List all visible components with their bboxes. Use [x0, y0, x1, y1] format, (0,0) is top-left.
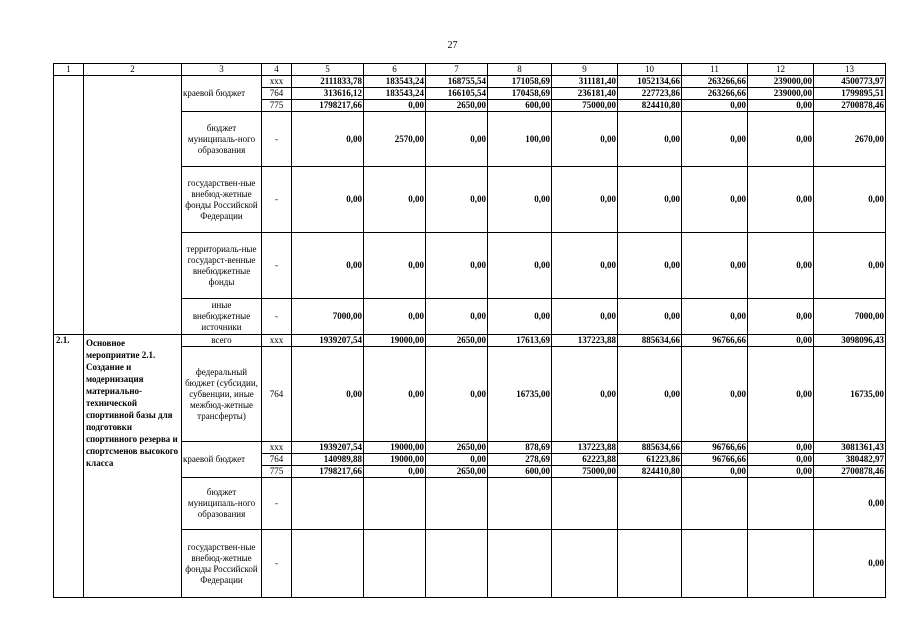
value-cell: 0,00 — [488, 299, 552, 335]
source-cell: государствен-ные внебюд-жетные фонды Российской Федерации — [182, 530, 262, 598]
value-cell: 0,00 — [748, 466, 814, 478]
page-number: 27 — [447, 40, 458, 51]
column-header: 2 — [84, 64, 182, 76]
value-cell — [426, 530, 488, 598]
column-header: 5 — [292, 64, 364, 76]
value-cell: 4500773,97 — [814, 76, 886, 88]
source-cell: всего — [182, 335, 262, 347]
value-cell: 278,69 — [488, 454, 552, 466]
code-cell: - — [262, 233, 292, 299]
value-cell: 0,00 — [814, 233, 886, 299]
column-header: 7 — [426, 64, 488, 76]
source-cell: государствен-ные внебюд-жетные фонды Российской Федерации — [182, 167, 262, 233]
value-cell: 0,00 — [618, 233, 682, 299]
value-cell — [682, 478, 748, 530]
value-cell: 61223,86 — [618, 454, 682, 466]
value-cell: 0,00 — [814, 167, 886, 233]
value-cell: 824410,80 — [618, 100, 682, 112]
event-name-cell: Основное мероприятие 2.1. Создание и модернизация материально-технической спортивной базы для подготовки спортивного резерва и спортсменов высокого класса — [84, 335, 182, 598]
value-cell — [364, 530, 426, 598]
value-cell: 313616,12 — [292, 88, 364, 100]
value-cell: 0,00 — [618, 299, 682, 335]
value-cell — [682, 530, 748, 598]
value-cell — [292, 478, 364, 530]
column-header: 3 — [182, 64, 262, 76]
value-cell: 183543,24 — [364, 76, 426, 88]
value-cell: 0,00 — [618, 112, 682, 167]
value-cell: 0,00 — [748, 299, 814, 335]
value-cell: 0,00 — [426, 347, 488, 442]
value-cell: 600,00 — [488, 466, 552, 478]
value-cell: 19000,00 — [364, 454, 426, 466]
value-cell: 0,00 — [814, 478, 886, 530]
value-cell: 1939207,54 — [292, 442, 364, 454]
value-cell: 311181,40 — [552, 76, 618, 88]
value-cell: 0,00 — [426, 454, 488, 466]
value-cell — [488, 478, 552, 530]
value-cell: 7000,00 — [292, 299, 364, 335]
value-cell: 0,00 — [618, 347, 682, 442]
value-cell — [618, 530, 682, 598]
value-cell: 0,00 — [364, 233, 426, 299]
value-cell — [748, 478, 814, 530]
value-cell: 0,00 — [488, 167, 552, 233]
value-cell — [552, 530, 618, 598]
code-cell: 764 — [262, 88, 292, 100]
value-cell: 0,00 — [748, 100, 814, 112]
value-cell: 0,00 — [748, 335, 814, 347]
value-cell: 885634,66 — [618, 335, 682, 347]
value-cell: 2650,00 — [426, 466, 488, 478]
value-cell: 3081361,43 — [814, 442, 886, 454]
value-cell: 0,00 — [814, 530, 886, 598]
source-cell: бюджет муниципаль-ного образования — [182, 112, 262, 167]
value-cell: 2570,00 — [364, 112, 426, 167]
value-cell: 227723,86 — [618, 88, 682, 100]
value-cell: 17613,69 — [488, 335, 552, 347]
value-cell: 19000,00 — [364, 335, 426, 347]
value-cell: 166105,54 — [426, 88, 488, 100]
value-cell: 0,00 — [426, 299, 488, 335]
source-cell: иные внебюджетные источники — [182, 299, 262, 335]
value-cell: 600,00 — [488, 100, 552, 112]
value-cell: 140989,88 — [292, 454, 364, 466]
value-cell: 170458,69 — [488, 88, 552, 100]
value-cell: 0,00 — [552, 299, 618, 335]
code-cell: ххх — [262, 335, 292, 347]
value-cell: 171058,69 — [488, 76, 552, 88]
value-cell: 0,00 — [748, 347, 814, 442]
code-cell: 764 — [262, 347, 292, 442]
value-cell — [426, 478, 488, 530]
value-cell: 0,00 — [292, 112, 364, 167]
value-cell: 0,00 — [426, 233, 488, 299]
value-cell: 1798217,66 — [292, 100, 364, 112]
value-cell: 2700878,46 — [814, 100, 886, 112]
value-cell: 0,00 — [364, 347, 426, 442]
budget-table — [53, 63, 886, 598]
value-cell: 0,00 — [426, 167, 488, 233]
value-cell: 0,00 — [552, 347, 618, 442]
code-cell: - — [262, 299, 292, 335]
value-cell: 0,00 — [364, 466, 426, 478]
value-cell: 16735,00 — [814, 347, 886, 442]
value-cell: 2650,00 — [426, 335, 488, 347]
value-cell: 0,00 — [748, 112, 814, 167]
value-cell: 168755,54 — [426, 76, 488, 88]
column-header: 11 — [682, 64, 748, 76]
column-header: 4 — [262, 64, 292, 76]
value-cell — [618, 478, 682, 530]
value-cell: 0,00 — [618, 167, 682, 233]
value-cell — [552, 478, 618, 530]
column-header: 13 — [814, 64, 886, 76]
code-cell: - — [262, 112, 292, 167]
column-header: 6 — [364, 64, 426, 76]
value-cell: 0,00 — [748, 442, 814, 454]
code-cell: 764 — [262, 454, 292, 466]
value-cell: 0,00 — [682, 233, 748, 299]
value-cell: 0,00 — [292, 233, 364, 299]
value-cell: 0,00 — [748, 454, 814, 466]
value-cell: 0,00 — [552, 112, 618, 167]
value-cell: 263266,66 — [682, 76, 748, 88]
value-cell: 0,00 — [426, 112, 488, 167]
table-row — [54, 335, 886, 347]
value-cell: 137223,88 — [552, 335, 618, 347]
value-cell: 878,69 — [488, 442, 552, 454]
value-cell: 0,00 — [364, 299, 426, 335]
value-cell: 1052134,66 — [618, 76, 682, 88]
source-cell: федеральный бюджет (субсидии, субвенции, иные межбюд-жетные трансферты) — [182, 347, 262, 442]
value-cell: 100,00 — [488, 112, 552, 167]
value-cell: 239000,00 — [748, 76, 814, 88]
value-cell: 137223,88 — [552, 442, 618, 454]
value-cell: 16735,00 — [488, 347, 552, 442]
value-cell: 239000,00 — [748, 88, 814, 100]
column-header: 12 — [748, 64, 814, 76]
value-cell: 19000,00 — [364, 442, 426, 454]
value-cell: 0,00 — [682, 347, 748, 442]
value-cell: 96766,66 — [682, 454, 748, 466]
value-cell: 0,00 — [682, 100, 748, 112]
value-cell: 0,00 — [748, 233, 814, 299]
value-cell: 263266,66 — [682, 88, 748, 100]
code-cell: 775 — [262, 466, 292, 478]
value-cell: 62223,88 — [552, 454, 618, 466]
value-cell: 7000,00 — [814, 299, 886, 335]
value-cell: 2670,00 — [814, 112, 886, 167]
value-cell: 0,00 — [292, 347, 364, 442]
value-cell: 3098096,43 — [814, 335, 886, 347]
value-cell: 0,00 — [682, 299, 748, 335]
header-row — [54, 64, 886, 76]
value-cell: 2700878,46 — [814, 466, 886, 478]
value-cell: 236181,40 — [552, 88, 618, 100]
source-cell: краевой бюджет — [182, 442, 262, 478]
value-cell: 0,00 — [682, 167, 748, 233]
value-cell: 0,00 — [682, 466, 748, 478]
value-cell: 0,00 — [748, 167, 814, 233]
value-cell: 885634,66 — [618, 442, 682, 454]
source-cell: бюджет муниципаль-ного образования — [182, 478, 262, 530]
value-cell: 0,00 — [292, 167, 364, 233]
value-cell: 0,00 — [682, 112, 748, 167]
value-cell: 183543,24 — [364, 88, 426, 100]
code-cell: - — [262, 167, 292, 233]
value-cell: 0,00 — [364, 167, 426, 233]
value-cell: 75000,00 — [552, 466, 618, 478]
code-cell: ххх — [262, 442, 292, 454]
value-cell — [748, 530, 814, 598]
event-number-cell — [54, 76, 84, 335]
value-cell — [292, 530, 364, 598]
value-cell: 2111833,78 — [292, 76, 364, 88]
source-cell: краевой бюджет — [182, 76, 262, 112]
column-header: 10 — [618, 64, 682, 76]
value-cell: 1798217,66 — [292, 466, 364, 478]
value-cell: 1799895,51 — [814, 88, 886, 100]
value-cell: 0,00 — [552, 167, 618, 233]
code-cell: 775 — [262, 100, 292, 112]
value-cell: 2650,00 — [426, 100, 488, 112]
event-number-cell: 2.1. — [54, 335, 84, 598]
table-row — [54, 76, 886, 88]
code-cell: - — [262, 530, 292, 598]
value-cell: 2650,00 — [426, 442, 488, 454]
value-cell: 824410,80 — [618, 466, 682, 478]
source-cell: территориаль-ные государст-венные внебюджетные фонды — [182, 233, 262, 299]
value-cell: 0,00 — [488, 233, 552, 299]
event-name-cell — [84, 76, 182, 335]
value-cell: 0,00 — [552, 233, 618, 299]
value-cell: 96766,66 — [682, 335, 748, 347]
code-cell: ххх — [262, 76, 292, 88]
column-header: 9 — [552, 64, 618, 76]
value-cell: 380482,97 — [814, 454, 886, 466]
value-cell — [488, 530, 552, 598]
value-cell: 96766,66 — [682, 442, 748, 454]
column-header: 8 — [488, 64, 552, 76]
code-cell: - — [262, 478, 292, 530]
value-cell: 75000,00 — [552, 100, 618, 112]
value-cell: 1939207,54 — [292, 335, 364, 347]
value-cell: 0,00 — [364, 100, 426, 112]
value-cell — [364, 478, 426, 530]
column-header: 1 — [54, 64, 84, 76]
